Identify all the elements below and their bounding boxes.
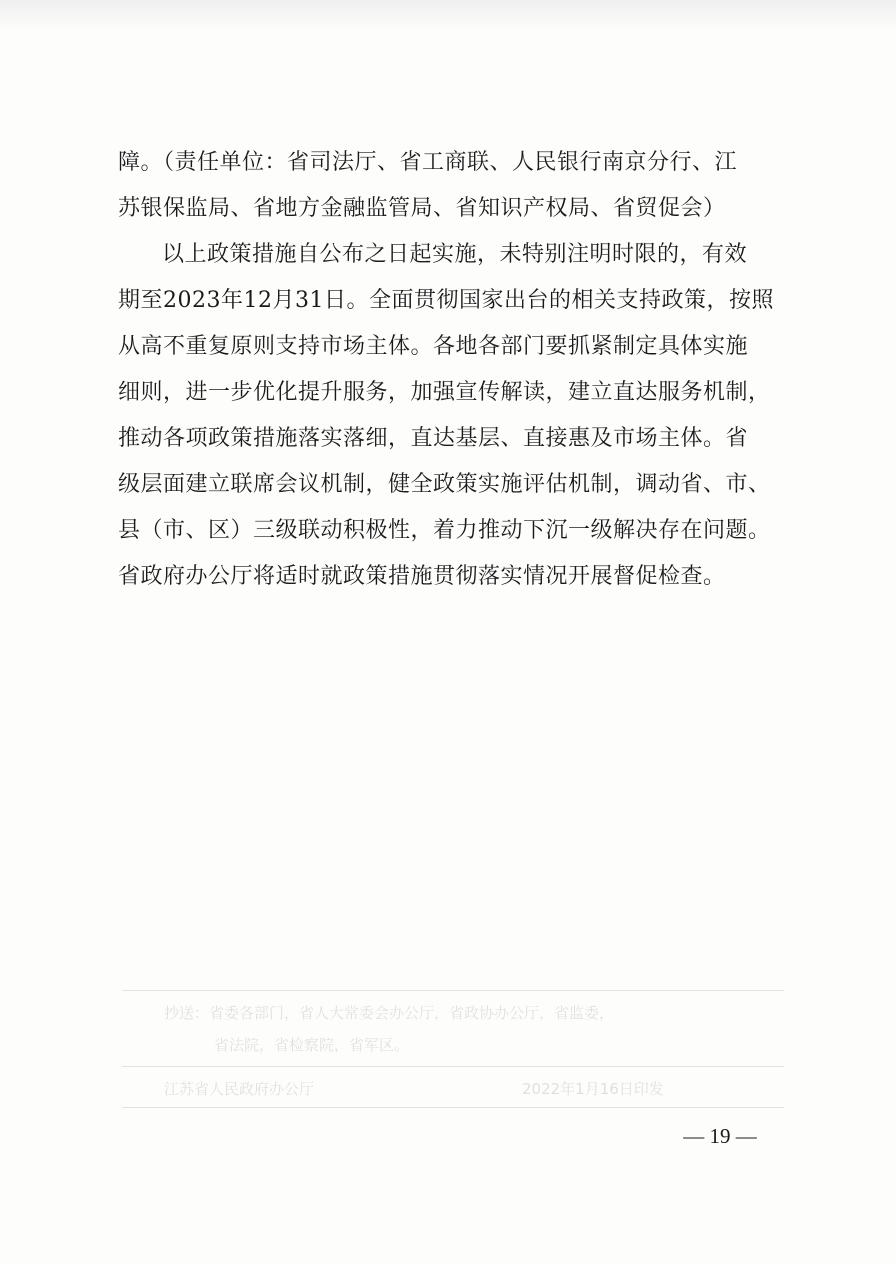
footer-date: 2022年1月16日印发 [522, 1080, 664, 1098]
scan-edge-shadow [0, 0, 896, 30]
body-line: 推动各项政策措施落实落细，直达基层、直接惠及市场主体。省 [118, 426, 749, 451]
footer-rule-middle [122, 1066, 784, 1067]
footer-cc-line: 抄送：省委各部门，省人大常委会办公厅，省政协办公厅，省监委， [164, 1004, 615, 1022]
body-line: 省政府办公厅将适时就政策措施贯彻落实情况开展督促检查。 [118, 564, 726, 589]
footer-rule-top [122, 990, 784, 991]
body-line: 从高不重复原则支持市场主体。各地各部门要抓紧制定具体实施 [118, 334, 749, 359]
body-line: 县（市、区）三级联动积极性，着力推动下沉一级解决存在问题。 [118, 518, 771, 543]
body-line: 细则，进一步优化提升服务，加强宣传解读，建立直达服务机制， [118, 380, 771, 405]
body-line-paragraph-start: 以上政策措施自公布之日起实施，未特别注明时限的，有效 [162, 242, 748, 267]
body-line: 障。（责任单位：省司法厅、省工商联、人民银行南京分行、江 [118, 150, 738, 175]
body-line: 苏银保监局、省地方金融监管局、省知识产权局、省贸促会） [118, 196, 726, 221]
footer-issuer: 江苏省人民政府办公厅 [164, 1080, 315, 1098]
body-line: 级层面建立联席会议机制，健全政策实施评估机制，调动省、市、 [118, 472, 771, 497]
body-line: 期至2023年12月31日。全面贯彻国家出台的相关支持政策，按照 [118, 288, 774, 313]
footer-cc-line: 省法院，省检察院，省军区。 [214, 1036, 410, 1054]
footer-rule-bottom [122, 1107, 784, 1108]
page-number: — 19 — [683, 1124, 757, 1148]
body-text [118, 140, 786, 600]
footer-bleed-through [122, 990, 784, 1108]
